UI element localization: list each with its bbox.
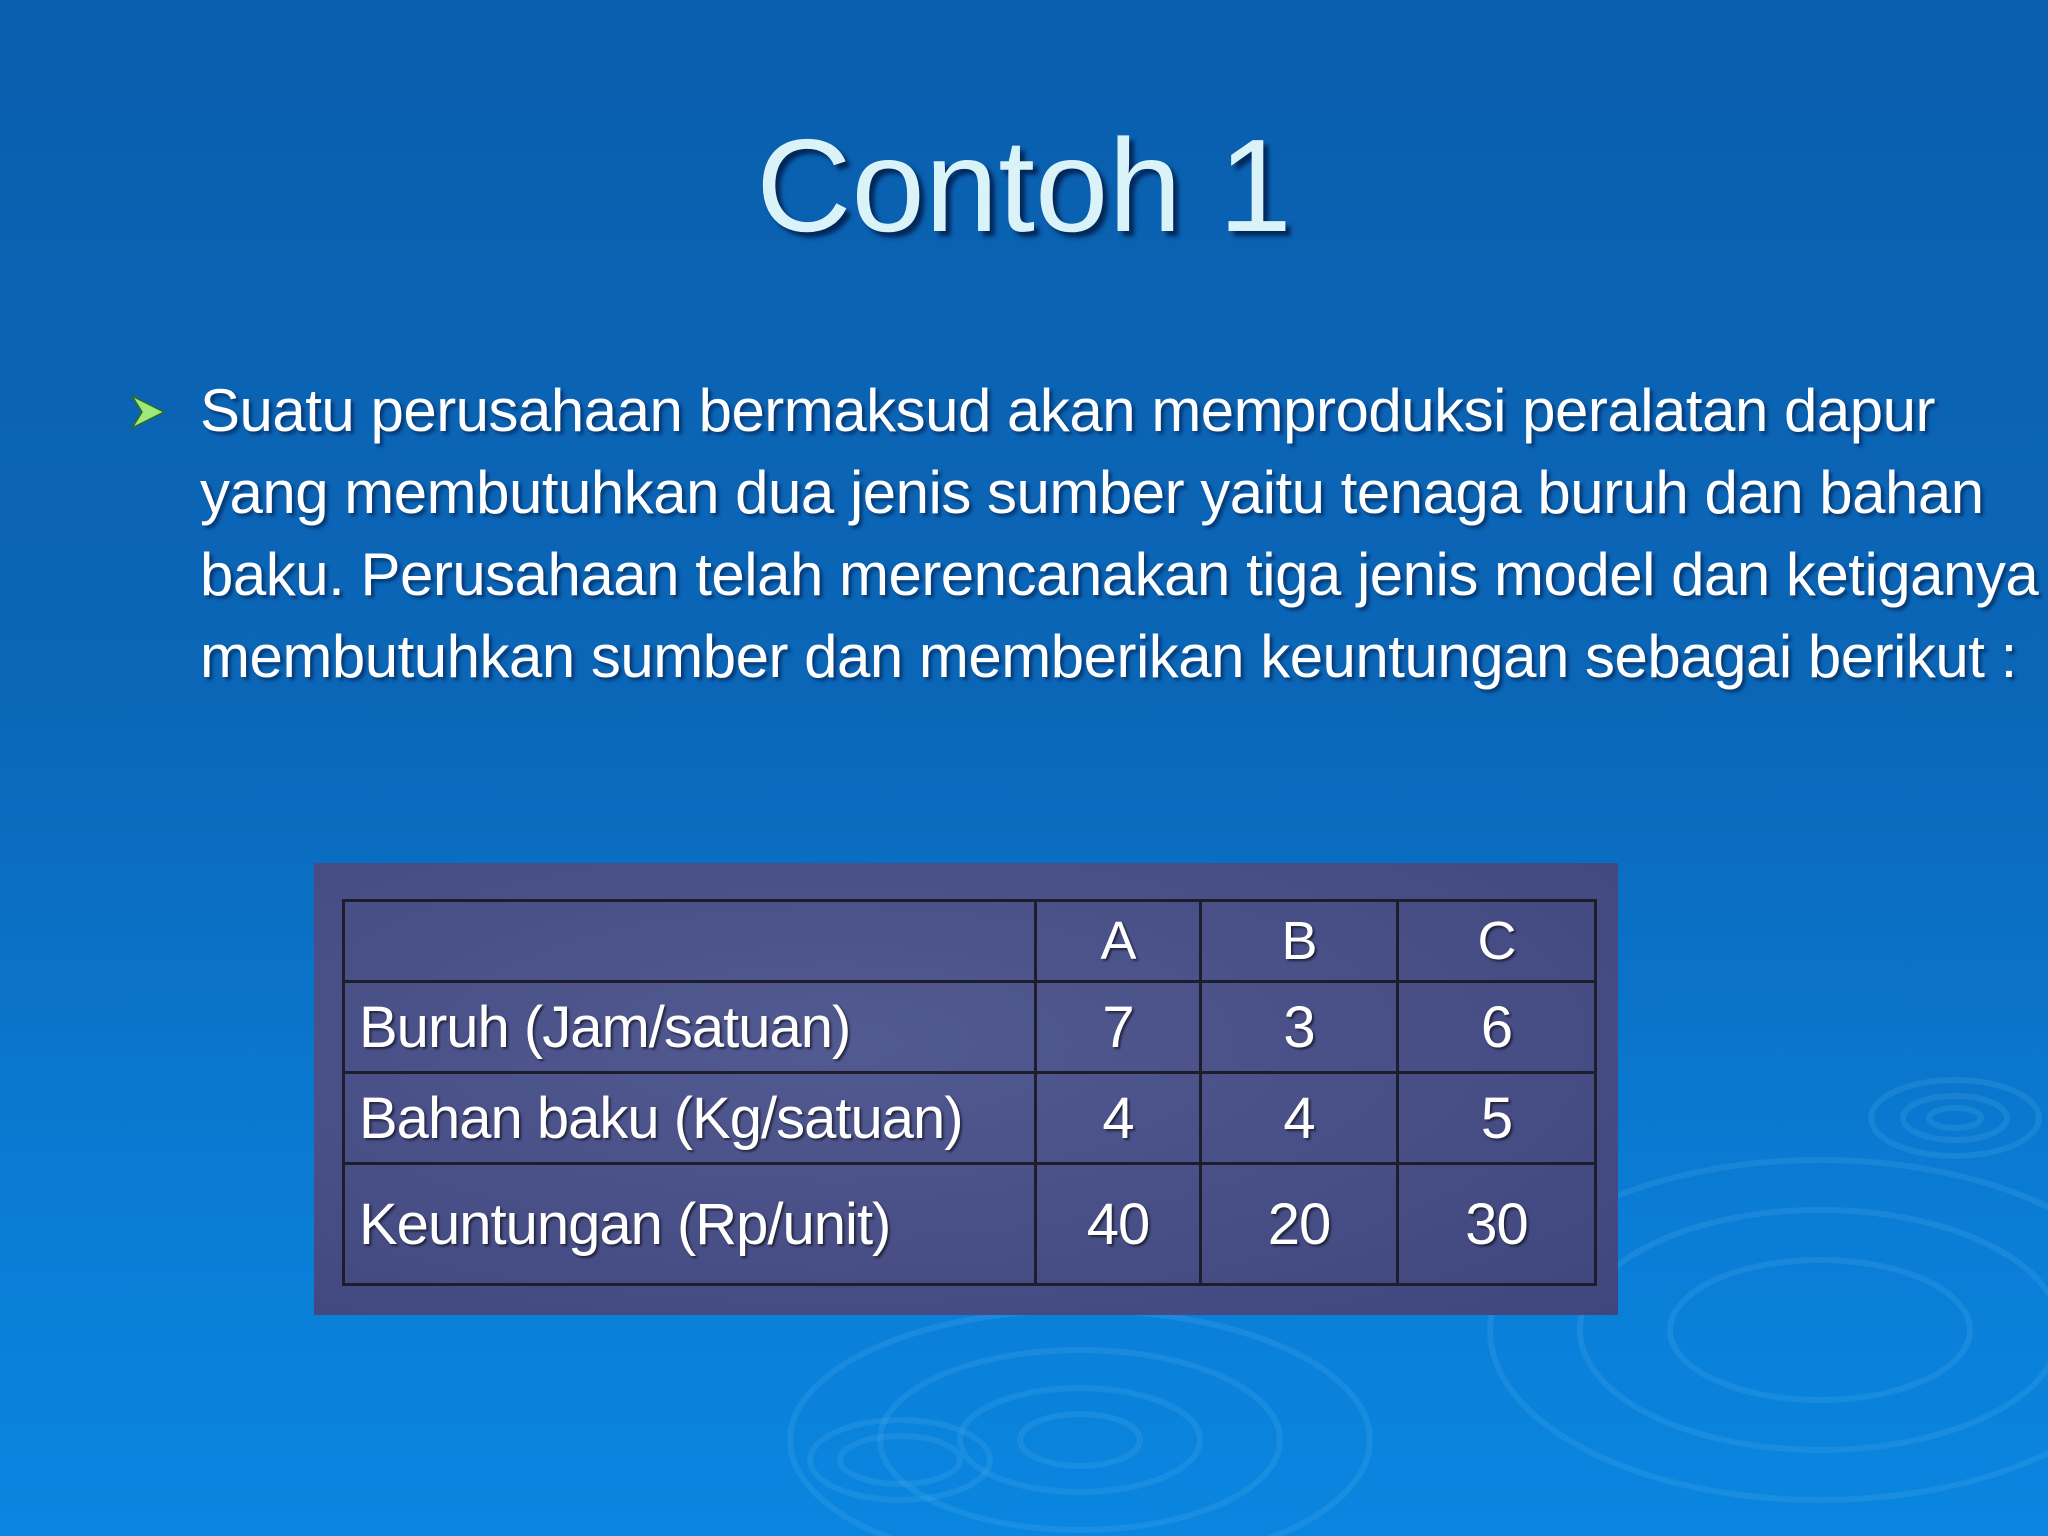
- table-header-c: C: [1398, 901, 1596, 982]
- cell-value: 30: [1398, 1164, 1596, 1285]
- cell-value: 40: [1036, 1164, 1201, 1285]
- table-header-a: A: [1036, 901, 1201, 982]
- row-label: Bahan baku (Kg/satuan): [344, 1073, 1036, 1164]
- table-header-empty: [344, 901, 1036, 982]
- cell-value: 5: [1398, 1073, 1596, 1164]
- bullet-text: Suatu perusahaan bermaksud akan memproduksi peralatan dapur yang membutuhkan dua jenis sumber yaitu tenaga buruh dan bahan baku. Perusahaan telah merencanakan tiga jenis model dan ketiganya membutuhkan sumber dan memberikan keuntungan sebagai berikut :: [200, 377, 2039, 690]
- resource-table-panel: [314, 863, 1618, 1315]
- table-row: [344, 1164, 1596, 1285]
- table-header-row: [344, 901, 1596, 982]
- cell-value: 4: [1201, 1073, 1398, 1164]
- arrow-bullet-icon: [128, 392, 168, 432]
- row-label: Buruh (Jam/satuan): [344, 982, 1036, 1073]
- table-header-b: B: [1201, 901, 1398, 982]
- row-label: Keuntungan (Rp/unit): [344, 1164, 1036, 1285]
- table-row: [344, 982, 1596, 1073]
- resource-table: [342, 899, 1597, 1286]
- table-row: [344, 1073, 1596, 1164]
- cell-value: 3: [1201, 982, 1398, 1073]
- cell-value: 6: [1398, 982, 1596, 1073]
- slide-title: Contoh 1: [756, 112, 1292, 259]
- cell-value: 4: [1036, 1073, 1201, 1164]
- cell-value: 20: [1201, 1164, 1398, 1285]
- cell-value: 7: [1036, 982, 1201, 1073]
